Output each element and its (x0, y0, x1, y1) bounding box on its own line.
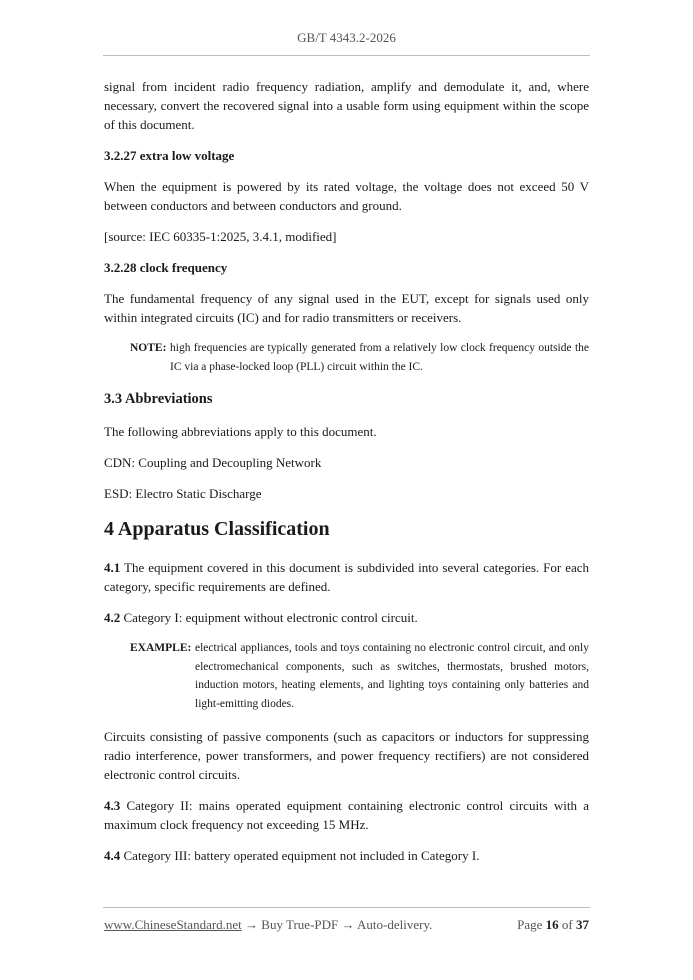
section-3-3-body: The following abbreviations apply to this document. (104, 424, 377, 439)
section-3-2-28-heading: 3.2.28 clock frequency (104, 260, 228, 275)
abbreviation-esd: ESD: Electro Static Discharge (104, 486, 262, 501)
example-label: EXAMPLE: (130, 642, 192, 654)
section-3-2-27-body: When the equipment is powered by its rated voltage, the voltage does not exceed 50 V between conductors and between conductors and ground. (104, 179, 589, 213)
section-3-2-27-heading: 3.2.27 extra low voltage (104, 148, 235, 163)
note-label: NOTE: (130, 342, 167, 354)
header-divider (103, 55, 590, 56)
clause-number: 4.1 (104, 560, 121, 575)
section-3-3-heading: 3.3 Abbreviations (104, 391, 213, 407)
footer-promo: → Buy True-PDF → Auto-delivery. (241, 917, 433, 932)
clause-number: 4.4 (104, 848, 121, 863)
example-text: electrical appliances, tools and toys containing no electronic control circuit, and only electromechanical components, such as switches, thermostats, brushed motors, induction motors, heating elements, and lighting toys containing only batteries and light-emitting diodes. (195, 642, 589, 710)
page-label: Page (517, 917, 543, 932)
note-block (104, 339, 589, 376)
example-block (104, 639, 589, 713)
page-body (104, 77, 589, 877)
clause-4-2 (104, 608, 589, 627)
clause-number: 4.3 (104, 798, 121, 813)
clause-text: Category III: battery operated equipment not included in Category I. (123, 848, 480, 863)
page-number (517, 917, 589, 933)
clause-4-4 (104, 846, 589, 865)
page-total: 37 (576, 917, 589, 932)
section-4-heading: 4 Apparatus Classification (104, 518, 330, 540)
footer-divider (103, 907, 590, 908)
clause-number: 4.2 (104, 610, 121, 625)
site-link[interactable]: www.ChineseStandard.net (104, 917, 242, 932)
section-3-2-28-body: The fundamental frequency of any signal used in the EUT, except for signals used only within integrated circuits (IC) and for radio transmitters or receivers. (104, 291, 589, 325)
circuits-paragraph: Circuits consisting of passive components (such as capacitors or inductors for suppressing radio interference, power transformers, and power frequency rectifiers) are not considered electronic control circuits. (104, 729, 589, 782)
page-footer (104, 917, 589, 933)
clause-4-3 (104, 796, 589, 834)
note-text: high frequencies are typically generated from a relatively low clock frequency outside the IC via a phase-locked loop (PLL) circuit within the IC. (170, 342, 589, 373)
clause-text: Category II: mains operated equipment containing electronic control circuits with a maximum clock frequency not exceeding 15 MHz. (104, 798, 589, 832)
page-current: 16 (545, 917, 559, 932)
page-of: of (561, 917, 573, 932)
clause-4-1 (104, 558, 589, 596)
section-3-2-27-source: [source: IEC 60335-1:2025, 3.4.1, modified] (104, 229, 337, 244)
intro-paragraph: signal from incident radio frequency radiation, amplify and demodulate it, and, where necessary, convert the recovered signal into a usable form using equipment within the scope of this document. (104, 79, 589, 132)
running-header: GB/T 4343.2-2026 (297, 30, 396, 45)
abbreviation-cdn: CDN: Coupling and Decoupling Network (104, 455, 322, 470)
clause-text: The equipment covered in this document is subdivided into several categories. For each category, specific requirements are defined. (104, 560, 590, 594)
clause-text: Category I: equipment without electronic control circuit. (123, 610, 418, 625)
